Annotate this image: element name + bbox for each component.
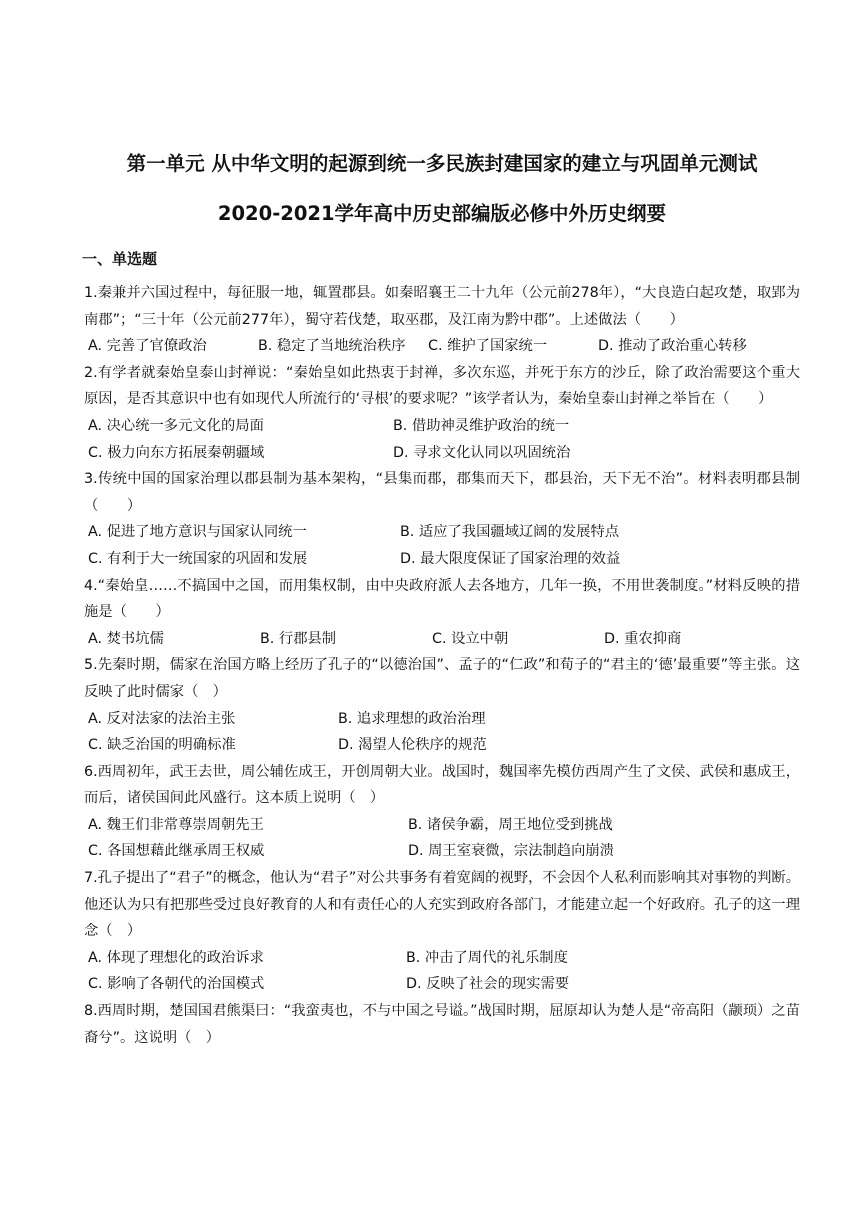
- question-stem: 6.西周初年，武王去世，周公辅佐成王，开创周朝大业。战国时，魏国率先模仿西周产生了文侯、武侯和惠成王，而后，诸侯国间此风盛行。这本质上说明（ ）: [84, 763, 800, 807]
- option-a[interactable]: A. 魏王们非常尊崇周朝先王: [88, 816, 264, 833]
- question-5: [84, 652, 800, 758]
- option-list: [84, 333, 800, 360]
- question-stem: 1.秦兼并六国过程中，每征服一地，辄置郡县。如秦昭襄王二十九年（公元前278年），“大良造白起攻楚，取郢为南郡”；“三十年（公元前277年），蜀守若伐楚，取巫郡，及江南为黔中郡”。上述做法（ ）: [84, 285, 800, 328]
- question-stem: 7.孔子提出了“君子”的概念，他认为“君子”对公共事务有着宽阔的视野，不会因个人私利而影响其对事物的判断。他还认为只有把那些受过良好教育的人和有责任心的人充实到政府各部门，才能建立起一个好政府。孔子的这一理念（ ）: [84, 870, 800, 940]
- option-list: [84, 519, 800, 572]
- document-subtitle: 2020-2021学年高中历史部编版必修中外历史纲要: [217, 202, 667, 225]
- option-c[interactable]: C. 极力向东方拓展秦朝疆域: [88, 444, 265, 461]
- question-7: [84, 865, 800, 998]
- option-c[interactable]: C. 影响了各朝代的治国模式: [88, 976, 265, 993]
- document-title: 第一单元 从中华文明的起源到统一多民族封建国家的建立与巩固单元测试: [126, 152, 758, 175]
- option-list: [84, 413, 800, 466]
- option-a[interactable]: A. 体现了理想化的政治诉求: [88, 949, 264, 966]
- option-list: [84, 626, 800, 653]
- question-6: [84, 759, 800, 865]
- option-a[interactable]: A. 反对法家的法治主张: [88, 710, 236, 727]
- option-d[interactable]: D. 重农抑商: [604, 630, 682, 647]
- option-b[interactable]: B. 冲击了周代的礼乐制度: [406, 949, 568, 966]
- question-2: [84, 360, 800, 466]
- option-list: [84, 812, 800, 865]
- question-stem: 5.先秦时期，儒家在治国方略上经历了孔子的“以德治国”、孟子的“仁政”和荀子的“君主的‘德’最重要”等主张。这反映了此时儒家（ ）: [84, 657, 800, 700]
- option-a[interactable]: A. 决心统一多元文化的局面: [88, 417, 264, 434]
- option-b[interactable]: B. 借助神灵维护政治的统一: [393, 417, 570, 434]
- option-b[interactable]: B. 追求理想的政治治理: [338, 710, 486, 727]
- option-d[interactable]: D. 最大限度保证了国家治理的效益: [400, 550, 621, 567]
- option-d[interactable]: D. 寻求文化认同以巩固统治: [393, 444, 571, 461]
- option-list: [84, 945, 800, 998]
- option-b[interactable]: B. 适应了我国疆域辽阔的发展特点: [400, 524, 620, 541]
- section-heading: 一、单选题: [82, 250, 158, 268]
- question-stem: 2.有学者就秦始皇泰山封禅说：“秦始皇如此热衷于封禅，多次东巡，并死于东方的沙丘，除了政治需要这个重大原因，是否其意识中也有如现代人所流行的‘寻根’的要求呢？”该学者认为，秦始皇泰山封禅之举旨在（ ）: [84, 364, 800, 408]
- option-d[interactable]: D. 反映了社会的现实需要: [406, 976, 570, 993]
- option-b[interactable]: B. 行郡县制: [260, 630, 337, 647]
- question-1: [84, 280, 800, 360]
- option-d[interactable]: D. 推动了政治重心转移: [598, 338, 747, 355]
- option-b[interactable]: B. 稳定了当地统治秩序: [258, 338, 406, 355]
- question-8: [84, 998, 800, 1051]
- option-a[interactable]: A. 完善了官僚政治: [88, 338, 207, 355]
- option-c[interactable]: C. 有利于大一统国家的巩固和发展: [88, 550, 308, 567]
- option-a[interactable]: A. 促进了地方意识与国家认同统一: [88, 524, 307, 541]
- option-d[interactable]: D. 渴望人伦秩序的规范: [338, 737, 487, 754]
- option-c[interactable]: C. 缺乏治国的明确标准: [88, 737, 236, 754]
- option-list: [84, 706, 800, 759]
- option-c[interactable]: C. 设立中朝: [432, 630, 509, 647]
- question-stem: 3.传统中国的国家治理以郡县制为基本架构，“县集而郡，郡集而天下，郡县治，天下无不治”。材料表明郡县制（ ）: [84, 471, 800, 514]
- option-b[interactable]: B. 诸侯争霸，周王地位受到挑战: [408, 816, 613, 833]
- option-a[interactable]: A. 焚书坑儒: [88, 630, 164, 647]
- question-stem: 4.“秦始皇……不搞国中之国，而用集权制，由中央政府派人去各地方，几年一换，不用世袭制度。”材料反映的措施是（ ）: [84, 577, 800, 621]
- option-c[interactable]: C. 维护了国家统一: [428, 338, 548, 355]
- option-c[interactable]: C. 各国想藉此继承周王权威: [88, 843, 265, 860]
- question-4: [84, 573, 800, 653]
- question-3: [84, 466, 800, 572]
- option-d[interactable]: D. 周王室衰微，宗法制趋向崩溃: [408, 843, 614, 860]
- question-stem: 8.西周时期，楚国国君熊渠曰：“我蛮夷也，不与中国之号谥。”战国时期，屈原却认为楚人是“帝高阳（颛顼）之苗裔兮”。这说明（ ）: [84, 1003, 800, 1046]
